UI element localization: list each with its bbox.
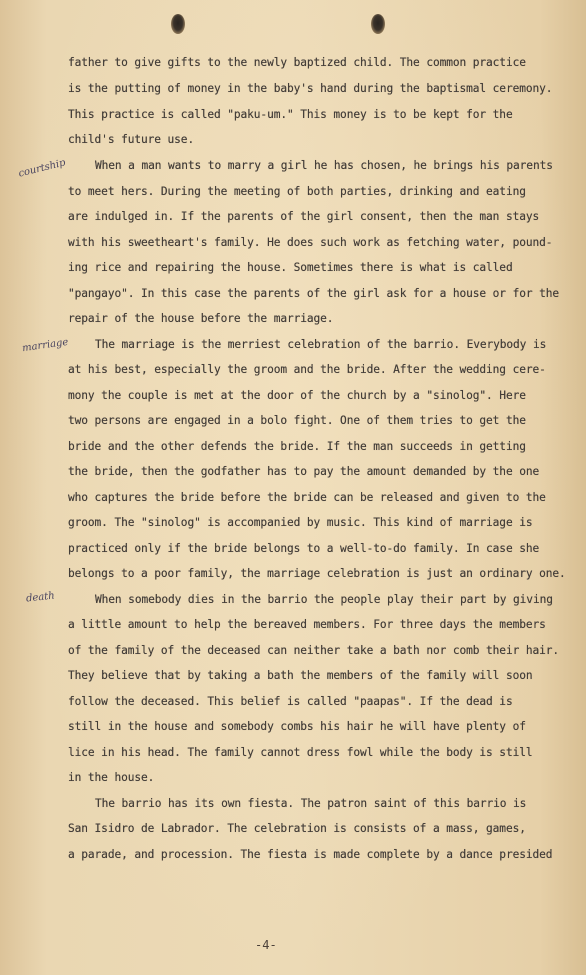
text-line: ing rice and repairing the house. Sometimes there is what is called — [68, 261, 513, 274]
text-line: They believe that by taking a bath the members of the family will soon — [68, 669, 533, 682]
text-line: When somebody dies in the barrio the people play their part by giving — [95, 593, 553, 606]
margin-note-death: death — [25, 590, 56, 605]
text-line: practiced only if the bride belongs to a well-to-do family. In case she — [68, 542, 540, 555]
text-line: bride and the other defends the bride. If the man succeeds in getting — [68, 440, 526, 453]
text-line: with his sweetheart's family. He does such work as fetching water, pound- — [68, 236, 553, 249]
text-line: at his best, especially the groom and the bride. After the wedding cere- — [68, 363, 546, 376]
text-line: father to give gifts to the newly baptized child. The common practice — [68, 56, 526, 69]
text-line: San Isidro de Labrador. The celebration is consists of a mass, games, — [68, 822, 526, 835]
text-line: the bride, then the godfather has to pay the amount demanded by the one — [68, 465, 540, 478]
text-line: repair of the house before the marriage. — [68, 312, 334, 325]
text-line: This practice is called "paku-um." This money is to be kept for the — [68, 108, 513, 121]
text-line: "pangayo". In this case the parents of the girl ask for a house or for the — [68, 287, 560, 300]
text-line: of the family of the deceased can neither take a bath nor comb their hair. — [68, 644, 560, 657]
text-line: The barrio has its own fiesta. The patron saint of this barrio is — [95, 797, 527, 810]
text-line: The marriage is the merriest celebration of the barrio. Everybody is — [95, 338, 547, 351]
margin-note-marriage: marriage — [21, 336, 70, 355]
text-line: mony the couple is met at the door of the church by a "sinolog". Here — [68, 389, 526, 402]
text-line: is the putting of money in the baby's hand during the baptismal ceremony. — [68, 82, 553, 95]
punch-hole-left — [171, 14, 185, 34]
punch-hole-right — [371, 14, 385, 34]
text-line: who captures the bride before the bride can be released and given to the — [68, 491, 546, 504]
text-line: a little amount to help the bereaved members. For three days the members — [68, 618, 546, 631]
margin-note-courtship: courtship — [17, 157, 67, 180]
text-line: When a man wants to marry a girl he has chosen, he brings his parents — [95, 159, 553, 172]
text-line: child's future use. — [68, 133, 195, 146]
text-line: still in the house and somebody combs his hair he will have plenty of — [68, 720, 526, 733]
text-line: groom. The "sinolog" is accompanied by music. This kind of marriage is — [68, 516, 533, 529]
text-line: belongs to a poor family, the marriage celebration is just an ordinary one. — [68, 567, 566, 580]
text-line: in the house. — [68, 771, 155, 784]
page-number: -4- — [255, 938, 277, 952]
text-line: to meet hers. During the meeting of both parties, drinking and eating — [68, 185, 526, 198]
text-line: a parade, and procession. The fiesta is made complete by a dance presided — [68, 848, 553, 861]
text-line: are indulged in. If the parents of the girl consent, then the man stays — [68, 210, 540, 223]
text-line: follow the deceased. This belief is called "paapas". If the dead is — [68, 695, 513, 708]
text-line: lice in his head. The family cannot dress fowl while the body is still — [68, 746, 533, 759]
text-line: two persons are engaged in a bolo fight. One of them tries to get the — [68, 414, 526, 427]
